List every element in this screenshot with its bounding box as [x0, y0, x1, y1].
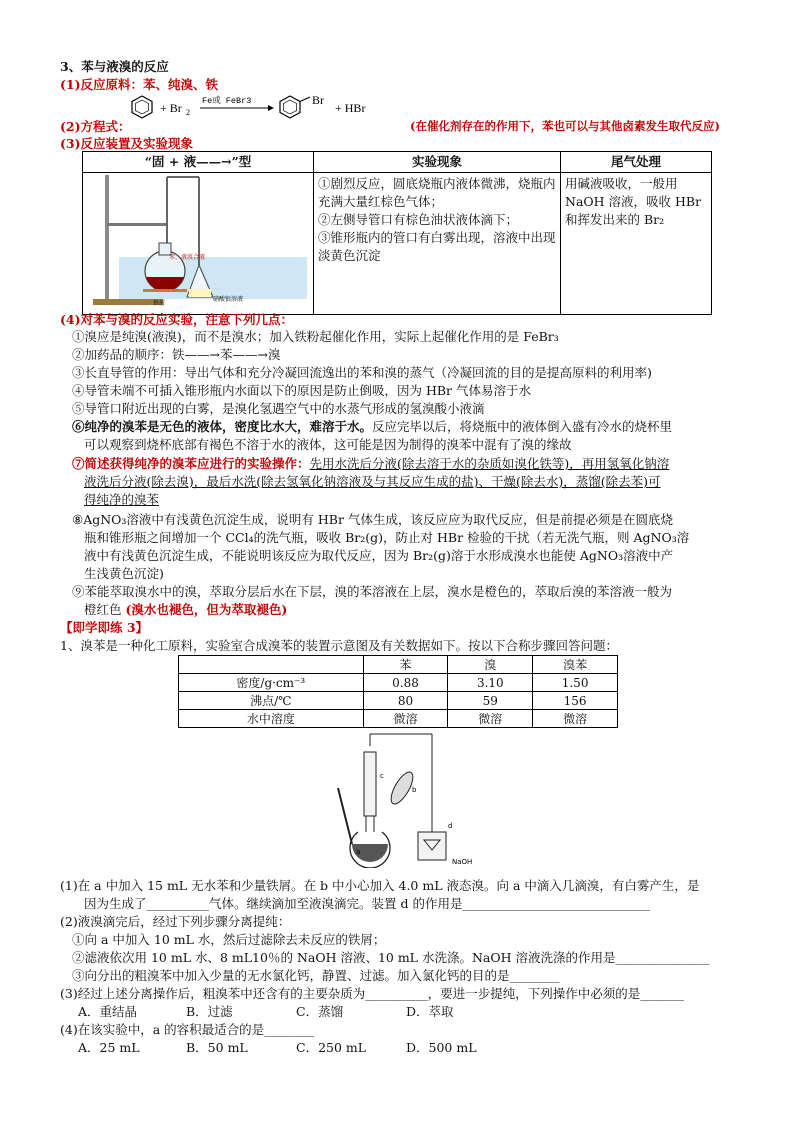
note-point-8: ⑧AgNO₃溶液中有浅黄色沉淀生成，说明有 HBr 气体生成，该反应应为取代反应，但是前提必须是在圆底烧 [72, 512, 673, 527]
table-row [179, 692, 618, 710]
option-b: B．50 mL [186, 1040, 248, 1055]
cell: 156 [533, 692, 618, 710]
agno3-solution [189, 289, 211, 297]
note-6-rest: 反应完毕以后，将烧瓶中的液体倒入盛有冷水的烧杯里 [372, 419, 673, 434]
bromobenzene-inner-ring [284, 100, 297, 114]
stand-clamp [107, 223, 167, 226]
label-naoh: NaOH [452, 858, 473, 866]
cell: 3.10 [448, 674, 533, 692]
observations-cell [314, 173, 561, 315]
section-title: 3、苯与液溴的反应 [60, 59, 169, 74]
question-1-part3-options [78, 1003, 454, 1020]
stand-rod [105, 175, 109, 303]
option-c: C．蒸馏 [296, 1004, 344, 1019]
heading-apparatus: (3)反应装置及实验现象 [60, 136, 194, 151]
note-point-7-line2: 液洗后分液(除去溴)，最后水洗(除去氢氧化钠溶液及与其反应生成的盐)、干燥(除去水)，蒸馏(除去苯)可 [84, 474, 661, 489]
note-point-8-line2: 瓶和锥形瓶之间增加一个 CCl₄的洗气瓶，吸收 Br₂(g)，防止对 HBr 检验的干扰（若无洗气瓶，则 AgNO₃溶 [84, 530, 690, 545]
note-point-1: ①溴应是纯溴(液溴)，而不是溴水；加入铁粉起催化作用，实际上起催化作用的是 FeBr₃ [72, 329, 559, 344]
row-label-solubility: 水中溶度 [179, 710, 364, 728]
bromobenzene-ring-icon [280, 96, 300, 118]
question-1-part4-options [78, 1039, 477, 1056]
note-point-5: ⑤导管口附近出现的白雾，是溴化氢遇空气中的水蒸气形成的氢溴酸小液滴 [72, 401, 485, 416]
cell: 微溶 [448, 710, 533, 728]
reaction-equation [130, 92, 400, 124]
data-header-bromine: 溴 [448, 656, 533, 674]
question-1-part1-line2: 因为生成了__________气体。继续滴加至液溴滴完。装置 d 的作用是______________________________ [84, 896, 650, 911]
option-c: C．250 mL [296, 1040, 367, 1055]
label-silver-nitrate: 硝酸银溶液 [213, 296, 244, 303]
eq-br-substituent: Br [312, 93, 324, 107]
observation-3: ③锥形瓶内的管口有白雾出现，溶液中出现淡黄色沉淀 [318, 230, 556, 263]
note-point-8-line4: 生浅黄色沉淀) [84, 566, 164, 581]
observation-1: ①剧烈反应，圆底烧瓶内液体微沸，烧瓶内充满大量红棕色气体； [318, 176, 556, 209]
note-9-orange: 橙红色 [84, 602, 126, 617]
col-type-header: “固 + 液——→”型 [83, 152, 314, 173]
question-1-part3: (3)经过上述分离操作后，粗溴苯中还含有的主要杂质为__________，要进一步提纯，下列操作中必须的是_______ [60, 986, 684, 1001]
data-header-blank [179, 656, 364, 674]
eq-catalyst: Fe或 FeBr3 [202, 96, 252, 106]
heading-equation: (2)方程式： [60, 119, 131, 134]
note-point-8-line3: 液中有浅黄色沉淀生成，不能说明该反应为取代反应，因为 Br₂(g)溶于水形成溴水也能使 AgNO₃溶液中产 [84, 548, 674, 563]
condenser-c [364, 752, 376, 816]
col-observation-header: 实验现象 [314, 152, 561, 173]
benzene-ring-icon [132, 96, 152, 118]
heading-notes: (4)对苯与溴的反应实验，注意下列几点： [60, 312, 294, 327]
eq-plus-br2: + Br [160, 101, 182, 115]
note-point-2: ②加药品的顺序：铁——→苯——→溴 [72, 347, 281, 362]
option-d: D．500 mL [406, 1040, 477, 1055]
label-benzene-bromine: 苯、液溴合液 [169, 254, 206, 261]
beaker-d [418, 832, 446, 860]
heater [143, 289, 187, 292]
cell: 80 [363, 692, 448, 710]
cell: 微溶 [533, 710, 618, 728]
question-1-part2-step3: ③向分出的粗溴苯中加入少量的无水氯化钙，静置、过滤。加入氯化钙的目的是________ [72, 968, 560, 983]
option-d: D．萃取 [406, 1004, 454, 1019]
label-iron-filings: 铁屑 [153, 300, 166, 307]
observation-2: ②左侧导管口有棕色油状液体滴下； [318, 212, 519, 227]
label-d: d [448, 822, 453, 830]
label-b: b [412, 786, 417, 794]
note-point-7 [72, 455, 669, 472]
note-6-bold: ⑥纯净的溴苯是无色的液体，密度比水大，难溶于水。 [72, 419, 373, 434]
question-1-part2-step2: ②滤液依次用 10 mL 水、8 mL10％的 NaOH 溶液、10 mL 水洗涤。NaOH 溶液洗涤的作用是_______________ [72, 950, 710, 965]
note-point-9-line2 [84, 601, 287, 618]
cell: 59 [448, 692, 533, 710]
col-tailgas-header: 尾气处理 [561, 152, 712, 173]
option-a: A．25 mL [78, 1040, 140, 1055]
cell: 微溶 [363, 710, 448, 728]
data-table [178, 655, 618, 728]
thermometer [338, 788, 352, 844]
data-header-bromobenzene: 溴苯 [533, 656, 618, 674]
tailgas-cell: 用碱液吸收，一般用NaOH 溶液，吸收 HBr 和挥发出来的 Br₂ [561, 173, 712, 315]
option-a: A．重结晶 [78, 1004, 138, 1019]
row-label-density: 密度/g·cm⁻³ [179, 674, 364, 692]
reaction-apparatus-figure [83, 173, 309, 309]
note-9-red: (溴水也褪色，但为萃取褪色) [125, 602, 288, 617]
question-1-part2-line1: (2)液溴滴完后，经过下列步骤分离提纯： [60, 914, 291, 929]
note-7-rest: 先用水洗后分液(除去溶于水的杂质如溴化铁等)，再用氢氧化钠溶 [309, 456, 670, 471]
heading-raw-materials: (1)反应原料：苯、纯溴、铁 [60, 77, 219, 92]
practice-heading: 【即学即练 3】 [60, 620, 149, 635]
note-point-9: ⑨苯能萃取溴水中的溴，萃取分层后水在下层，溴的苯溶液在上层，溴水是橙色的，萃取后溴的苯溶液一般为 [72, 584, 673, 599]
data-table-header-row [179, 656, 618, 674]
note-point-7-line3: 得纯净的溴苯 [84, 492, 160, 507]
question-1-part4: (4)在该实验中，a 的容积最适合的是________ [60, 1022, 315, 1037]
note-7-red: ⑦简述获得纯净的溴苯应进行的实验操作： [72, 456, 310, 471]
data-header-benzene: 苯 [363, 656, 448, 674]
note-point-4: ④导管未端不可插入锥形瓶内水面以下的原因是防止倒吸，因为 HBr 气体易溶于水 [72, 383, 532, 398]
cell: 0.88 [363, 674, 448, 692]
note-other-halogens: (在催化剂存在的作用下，苯也可以与其他卤素发生取代反应) [410, 119, 720, 133]
note-point-6-line2: 可以观察到烧杯底部有褐色不溶于水的液体，这可能是因为制得的溴苯中混有了溴的缘故 [84, 437, 572, 452]
note-point-3: ③长直导管的作用：导出气体和充分冷凝回流逸出的苯和溴的蒸气（冷凝回流的目的是提高原料的利用率) [72, 365, 652, 380]
synthesis-apparatus-figure [318, 732, 488, 868]
label-a: a [356, 848, 361, 856]
eq-sub2: 2 [186, 108, 190, 117]
eq-plus-hbr: + HBr [335, 101, 366, 115]
row-label-boiling-point: 沸点/℃ [179, 692, 364, 710]
apparatus-table [82, 151, 712, 315]
table-row [179, 710, 618, 728]
option-b: B．过滤 [186, 1004, 233, 1019]
c-br-bond [300, 97, 310, 102]
question-1-part2-step1: ①向 a 中加入 10 mL 水，然后过滤除去未反应的铁屑； [72, 932, 386, 947]
question-1-part1-line1: (1)在 a 中加入 15 mL 无水苯和少量铁屑。在 b 中小心加入 4.0 mL 液态溴。向 a 中滴入几滴溴，有白雾产生，是 [60, 878, 700, 893]
benzene-inner-ring [136, 100, 149, 114]
label-c: c [380, 772, 384, 780]
table-row [179, 674, 618, 692]
note-point-6 [72, 418, 672, 435]
apparatus-figure-cell [83, 173, 314, 315]
question-1-intro: 1、溴苯是一种化工原料，实验室合成溴苯的装置示意图及有关数据如下。按以下合称步骤回答问题： [60, 638, 618, 653]
eq-arrowhead [268, 105, 274, 111]
cell: 1.50 [533, 674, 618, 692]
